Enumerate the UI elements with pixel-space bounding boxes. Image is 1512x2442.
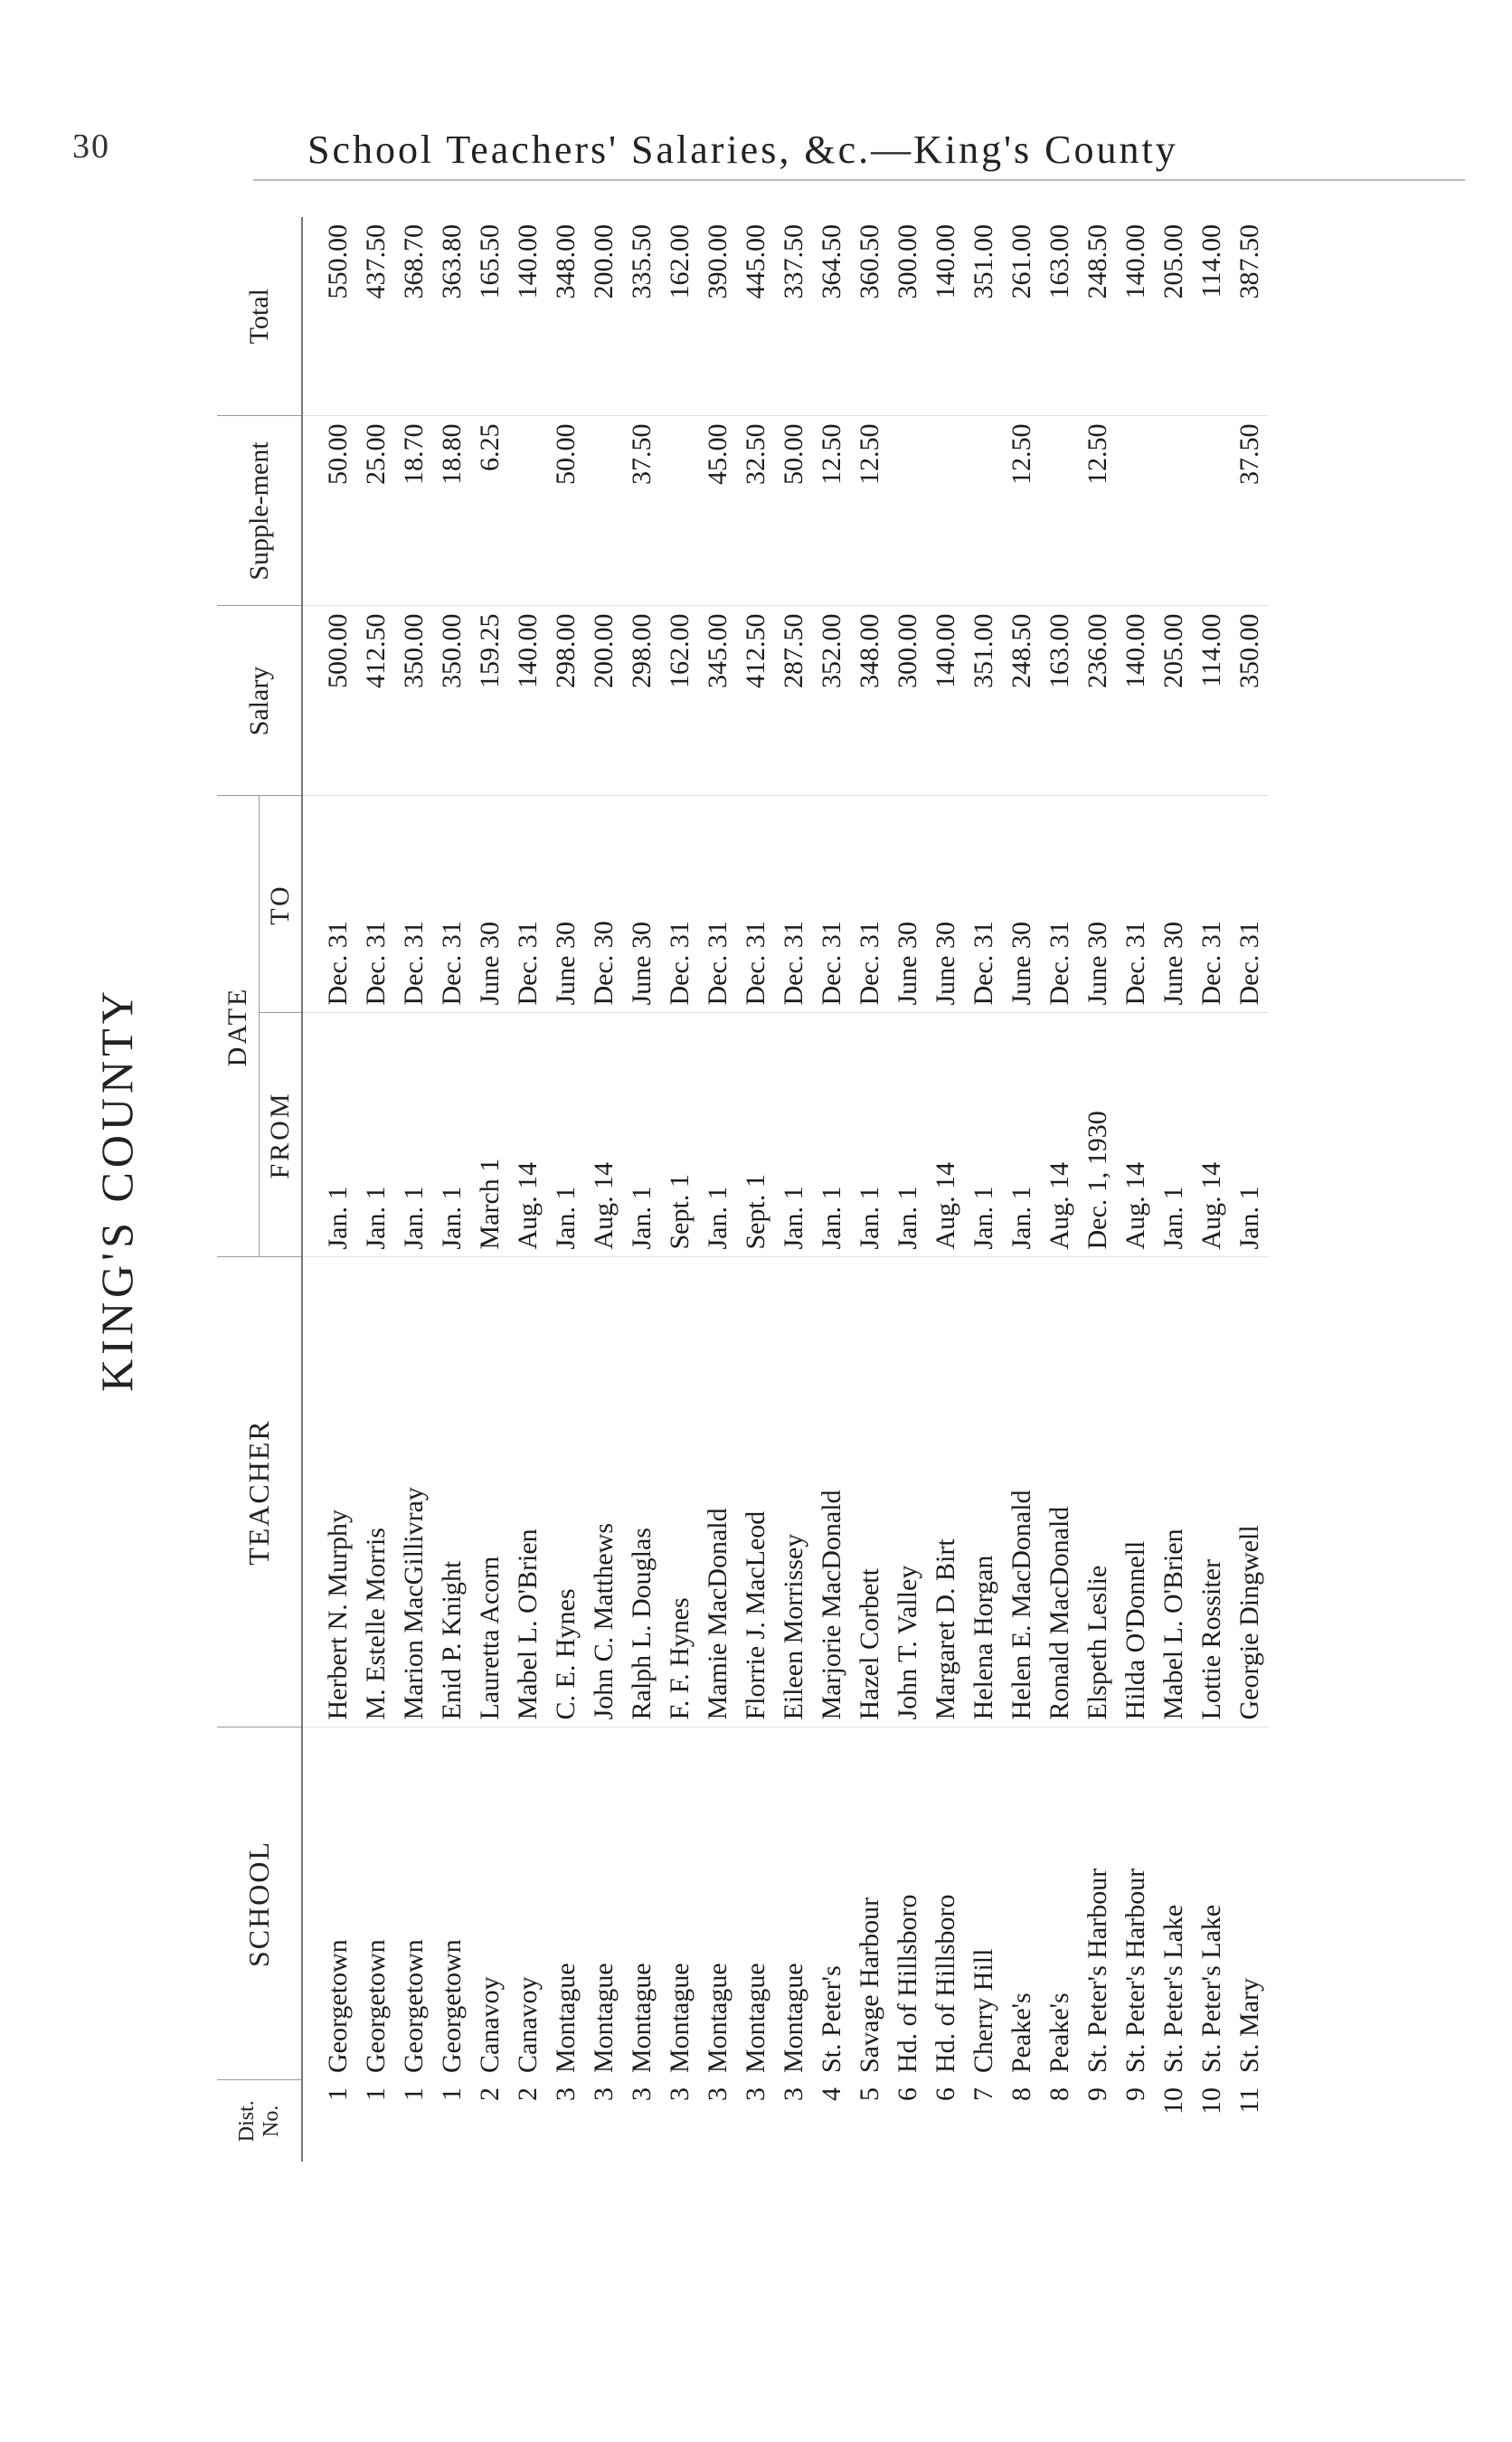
cell-to: June 30 bbox=[889, 796, 927, 1013]
table-row bbox=[357, 217, 395, 2162]
cell-to: Dec. 31 bbox=[1041, 796, 1079, 1013]
cell-teacher: M. Estelle Morris bbox=[357, 1257, 395, 1727]
cell-teacher: Florrie J. MacLeod bbox=[737, 1257, 775, 1727]
cell-school: Montague bbox=[737, 1727, 775, 2080]
table-row bbox=[433, 217, 471, 2162]
cell-dist: 3 bbox=[589, 2087, 619, 2101]
cell-salary: 114.00 bbox=[1193, 606, 1231, 796]
cell-total: 445.00 bbox=[741, 224, 770, 299]
cell-school: St. Peter's Harbour bbox=[1079, 1727, 1117, 2080]
header-from: FROM bbox=[260, 1013, 303, 1257]
cell-school: Montague bbox=[775, 1727, 813, 2080]
cell-to: Dec. 31 bbox=[661, 796, 699, 1013]
rotated-table-block bbox=[81, 217, 1338, 2162]
header-teacher: TEACHER bbox=[217, 1257, 302, 1727]
cell-from: Jan. 1 bbox=[302, 1013, 357, 1257]
cell-teacher: Hazel Corbett bbox=[851, 1257, 889, 1727]
cell-to: June 30 bbox=[1155, 796, 1193, 1013]
cell-total: 337.50 bbox=[779, 224, 808, 299]
cell-from: Sept. 1 bbox=[661, 1013, 699, 1257]
cell-from: Aug. 14 bbox=[509, 1013, 547, 1257]
cell-salary: 200.00 bbox=[585, 606, 623, 796]
cell-total: 360.50 bbox=[855, 224, 884, 299]
cell-supplement bbox=[1041, 416, 1079, 606]
cell-from: Jan. 1 bbox=[813, 1013, 851, 1257]
cell-salary: 350.00 bbox=[433, 606, 471, 796]
table-row bbox=[1003, 217, 1041, 2162]
table-row bbox=[1117, 217, 1155, 2162]
table-row bbox=[661, 217, 699, 2162]
cell-supplement: 12.50 bbox=[1079, 416, 1117, 606]
header-salary: Salary bbox=[217, 606, 302, 796]
cell-salary: 140.00 bbox=[509, 606, 547, 796]
cell-supplement bbox=[927, 416, 965, 606]
cell-dist: 1 bbox=[323, 2087, 353, 2101]
cell-total: 140.00 bbox=[931, 224, 960, 299]
cell-to: June 30 bbox=[471, 796, 509, 1013]
cell-from: Jan. 1 bbox=[699, 1013, 737, 1257]
cell-dist: 9 bbox=[1120, 2087, 1150, 2101]
cell-teacher: Georgie Dingwell bbox=[1231, 1257, 1269, 1727]
cell-salary: 248.50 bbox=[1003, 606, 1041, 796]
cell-dist: 3 bbox=[703, 2087, 732, 2101]
cell-from: Sept. 1 bbox=[737, 1013, 775, 1257]
cell-dist: 1 bbox=[361, 2087, 391, 2101]
table-row bbox=[1231, 217, 1269, 2162]
table-row bbox=[1079, 217, 1117, 2162]
cell-teacher: John T. Valley bbox=[889, 1257, 927, 1727]
page-header bbox=[54, 127, 1465, 181]
cell-school: Canavoy bbox=[509, 1727, 547, 2080]
cell-total: 390.00 bbox=[703, 224, 732, 299]
table-row bbox=[1155, 217, 1193, 2162]
cell-teacher: C. E. Hynes bbox=[547, 1257, 585, 1727]
cell-supplement: 50.00 bbox=[775, 416, 813, 606]
cell-from: Jan. 1 bbox=[1231, 1013, 1269, 1257]
cell-salary: 162.00 bbox=[661, 606, 699, 796]
header-school: SCHOOL bbox=[217, 1727, 302, 2080]
cell-school: St. Peter's Lake bbox=[1193, 1727, 1231, 2080]
cell-from: Jan. 1 bbox=[623, 1013, 661, 1257]
cell-school: St. Peter's Harbour bbox=[1117, 1727, 1155, 2080]
cell-dist: 6 bbox=[931, 2087, 960, 2101]
cell-supplement: 32.50 bbox=[737, 416, 775, 606]
cell-dist: 3 bbox=[627, 2087, 657, 2101]
cell-to: Dec. 31 bbox=[302, 796, 357, 1013]
running-head: School Teachers' Salaries, &c.—King's County bbox=[307, 128, 1178, 172]
cell-teacher: Mabel L. O'Brien bbox=[509, 1257, 547, 1727]
cell-dist: 3 bbox=[779, 2087, 808, 2101]
cell-supplement bbox=[661, 416, 699, 606]
cell-from: Jan. 1 bbox=[433, 1013, 471, 1257]
cell-dist: 4 bbox=[817, 2087, 846, 2101]
cell-salary: 236.00 bbox=[1079, 606, 1117, 796]
cell-total: 163.00 bbox=[1044, 224, 1074, 299]
cell-to: Dec. 31 bbox=[1193, 796, 1231, 1013]
cell-teacher: Eileen Morrissey bbox=[775, 1257, 813, 1727]
cell-total: 140.00 bbox=[513, 224, 543, 299]
cell-dist: 6 bbox=[893, 2087, 922, 2101]
cell-teacher: F. F. Hynes bbox=[661, 1257, 699, 1727]
cell-from: Jan. 1 bbox=[775, 1013, 813, 1257]
cell-total: 248.50 bbox=[1082, 224, 1112, 299]
cell-school: Hd. of Hillsboro bbox=[927, 1727, 965, 2080]
cell-teacher: Enid P. Knight bbox=[433, 1257, 471, 1727]
cell-dist: 3 bbox=[665, 2087, 695, 2101]
table-row bbox=[813, 217, 851, 2162]
cell-to: June 30 bbox=[927, 796, 965, 1013]
cell-school: St. Mary bbox=[1231, 1727, 1269, 2080]
cell-salary: 298.00 bbox=[547, 606, 585, 796]
cell-salary: 287.50 bbox=[775, 606, 813, 796]
cell-salary: 352.00 bbox=[813, 606, 851, 796]
cell-from: Jan. 1 bbox=[851, 1013, 889, 1257]
cell-supplement: 50.00 bbox=[547, 416, 585, 606]
cell-salary: 350.00 bbox=[395, 606, 433, 796]
table-row bbox=[1193, 217, 1231, 2162]
cell-school: St. Peter's bbox=[813, 1727, 851, 2080]
cell-from: March 1 bbox=[471, 1013, 509, 1257]
cell-total: 550.00 bbox=[323, 224, 353, 299]
cell-school: Peake's bbox=[1003, 1727, 1041, 2080]
cell-supplement: 37.50 bbox=[623, 416, 661, 606]
cell-salary: 163.00 bbox=[1041, 606, 1079, 796]
table-row bbox=[471, 217, 509, 2162]
cell-from: Aug. 14 bbox=[1193, 1013, 1231, 1257]
cell-to: Dec. 31 bbox=[1117, 796, 1155, 1013]
cell-school: Montague bbox=[547, 1727, 585, 2080]
cell-total: 200.00 bbox=[589, 224, 619, 299]
cell-teacher: Mabel L. O'Brien bbox=[1155, 1257, 1193, 1727]
cell-school: Georgetown bbox=[357, 1727, 395, 2080]
cell-from: Aug. 14 bbox=[585, 1013, 623, 1257]
cell-dist: 8 bbox=[1006, 2087, 1036, 2101]
cell-supplement: 6.25 bbox=[471, 416, 509, 606]
cell-from: Jan. 1 bbox=[395, 1013, 433, 1257]
header-to: TO bbox=[260, 796, 303, 1013]
table-row bbox=[965, 217, 1003, 2162]
cell-school: Peake's bbox=[1041, 1727, 1079, 2080]
cell-supplement: 12.50 bbox=[1003, 416, 1041, 606]
cell-teacher: Elspeth Leslie bbox=[1079, 1257, 1117, 1727]
cell-salary: 351.00 bbox=[965, 606, 1003, 796]
cell-to: Dec. 31 bbox=[699, 796, 737, 1013]
cell-salary: 298.00 bbox=[623, 606, 661, 796]
cell-salary: 412.50 bbox=[357, 606, 395, 796]
cell-from: Jan. 1 bbox=[547, 1013, 585, 1257]
cell-to: Dec. 31 bbox=[1231, 796, 1269, 1013]
cell-salary: 300.00 bbox=[889, 606, 927, 796]
cell-salary: 350.00 bbox=[1231, 606, 1269, 796]
header-supplement: Supple-ment bbox=[217, 416, 302, 606]
table-row bbox=[302, 217, 357, 2162]
county-title: KING'S COUNTY bbox=[91, 987, 142, 1392]
cell-to: Dec. 31 bbox=[813, 796, 851, 1013]
table-row bbox=[775, 217, 813, 2162]
cell-supplement: 37.50 bbox=[1231, 416, 1269, 606]
cell-to: June 30 bbox=[1079, 796, 1117, 1013]
cell-dist: 7 bbox=[969, 2087, 998, 2101]
cell-to: June 30 bbox=[623, 796, 661, 1013]
table-row bbox=[623, 217, 661, 2162]
table-row bbox=[851, 217, 889, 2162]
cell-dist: 1 bbox=[437, 2087, 467, 2101]
cell-salary: 500.00 bbox=[302, 606, 357, 796]
cell-school: Georgetown bbox=[302, 1727, 357, 2080]
cell-from: Dec. 1, 1930 bbox=[1079, 1013, 1117, 1257]
cell-supplement bbox=[889, 416, 927, 606]
cell-school: Georgetown bbox=[433, 1727, 471, 2080]
cell-total: 114.00 bbox=[1196, 224, 1226, 298]
table-row bbox=[1041, 217, 1079, 2162]
cell-total: 368.70 bbox=[399, 224, 429, 299]
cell-supplement bbox=[585, 416, 623, 606]
cell-teacher: Helena Horgan bbox=[965, 1257, 1003, 1727]
cell-to: Dec. 31 bbox=[433, 796, 471, 1013]
header-total: Total bbox=[217, 217, 302, 416]
cell-total: 300.00 bbox=[893, 224, 922, 299]
cell-teacher: Herbert N. Murphy bbox=[302, 1257, 357, 1727]
cell-supplement bbox=[1193, 416, 1231, 606]
cell-from: Aug. 14 bbox=[1117, 1013, 1155, 1257]
cell-total: 335.50 bbox=[627, 224, 657, 299]
cell-to: Dec. 31 bbox=[851, 796, 889, 1013]
table-row bbox=[737, 217, 775, 2162]
header-dist-no: Dist. No. bbox=[217, 2080, 302, 2162]
cell-supplement bbox=[1117, 416, 1155, 606]
cell-supplement bbox=[965, 416, 1003, 606]
header-date: DATE bbox=[217, 796, 260, 1257]
cell-dist: 5 bbox=[855, 2087, 884, 2101]
cell-school: Georgetown bbox=[395, 1727, 433, 2080]
cell-teacher: Marjorie MacDonald bbox=[813, 1257, 851, 1727]
cell-dist: 2 bbox=[513, 2087, 543, 2101]
cell-school: Montague bbox=[661, 1727, 699, 2080]
cell-school: Montague bbox=[585, 1727, 623, 2080]
cell-to: June 30 bbox=[547, 796, 585, 1013]
cell-salary: 348.00 bbox=[851, 606, 889, 796]
cell-supplement: 50.00 bbox=[302, 416, 357, 606]
cell-dist: 1 bbox=[399, 2087, 429, 2101]
table-row bbox=[699, 217, 737, 2162]
cell-total: 387.50 bbox=[1234, 224, 1264, 299]
cell-to: Dec. 31 bbox=[775, 796, 813, 1013]
cell-total: 437.50 bbox=[361, 224, 391, 299]
header-rule bbox=[253, 179, 1465, 181]
cell-from: Jan. 1 bbox=[1155, 1013, 1193, 1257]
cell-total: 165.50 bbox=[475, 224, 505, 299]
cell-total: 261.00 bbox=[1006, 224, 1036, 299]
table-row bbox=[395, 217, 433, 2162]
cell-salary: 140.00 bbox=[927, 606, 965, 796]
cell-teacher: Hilda O'Donnell bbox=[1117, 1257, 1155, 1727]
cell-salary: 412.50 bbox=[737, 606, 775, 796]
cell-to: Dec. 31 bbox=[357, 796, 395, 1013]
cell-supplement bbox=[1155, 416, 1193, 606]
cell-school: Canavoy bbox=[471, 1727, 509, 2080]
cell-to: Dec. 31 bbox=[737, 796, 775, 1013]
cell-from: Aug. 14 bbox=[1041, 1013, 1079, 1257]
header-row bbox=[217, 217, 260, 2162]
cell-teacher: Helen E. MacDonald bbox=[1003, 1257, 1041, 1727]
cell-school: Montague bbox=[699, 1727, 737, 2080]
cell-school: St. Peter's Lake bbox=[1155, 1727, 1193, 2080]
cell-teacher: John C. Matthews bbox=[585, 1257, 623, 1727]
cell-supplement: 12.50 bbox=[813, 416, 851, 606]
page-number: 30 bbox=[72, 128, 110, 166]
cell-to: June 30 bbox=[1003, 796, 1041, 1013]
cell-school: Hd. of Hillsboro bbox=[889, 1727, 927, 2080]
cell-to: Dec. 31 bbox=[509, 796, 547, 1013]
cell-total: 348.00 bbox=[551, 224, 581, 299]
cell-dist: 2 bbox=[475, 2087, 505, 2101]
cell-from: Jan. 1 bbox=[889, 1013, 927, 1257]
cell-teacher: Ronald MacDonald bbox=[1041, 1257, 1079, 1727]
cell-teacher: Ralph L. Douglas bbox=[623, 1257, 661, 1727]
cell-to: Dec. 31 bbox=[395, 796, 433, 1013]
cell-school: Montague bbox=[623, 1727, 661, 2080]
cell-dist: 11 bbox=[1234, 2087, 1264, 2114]
table-row bbox=[547, 217, 585, 2162]
cell-total: 140.00 bbox=[1120, 224, 1150, 299]
cell-dist: 10 bbox=[1158, 2087, 1188, 2115]
cell-total: 205.00 bbox=[1158, 224, 1188, 299]
salary-table bbox=[217, 217, 1269, 2162]
cell-from: Jan. 1 bbox=[965, 1013, 1003, 1257]
cell-supplement: 12.50 bbox=[851, 416, 889, 606]
cell-dist: 3 bbox=[551, 2087, 581, 2101]
cell-teacher: Mamie MacDonald bbox=[699, 1257, 737, 1727]
cell-from: Jan. 1 bbox=[1003, 1013, 1041, 1257]
cell-to: Dec. 31 bbox=[965, 796, 1003, 1013]
cell-salary: 345.00 bbox=[699, 606, 737, 796]
cell-dist: 10 bbox=[1196, 2087, 1226, 2115]
cell-from: Aug. 14 bbox=[927, 1013, 965, 1257]
cell-dist: 9 bbox=[1082, 2087, 1112, 2101]
cell-dist: 3 bbox=[741, 2087, 770, 2101]
cell-total: 351.00 bbox=[969, 224, 998, 299]
cell-total: 363.80 bbox=[437, 224, 467, 299]
table-body bbox=[302, 217, 1269, 2162]
table-row bbox=[585, 217, 623, 2162]
cell-school: Cherry Hill bbox=[965, 1727, 1003, 2080]
cell-teacher: Marion MacGillivray bbox=[395, 1257, 433, 1727]
cell-supplement: 18.80 bbox=[433, 416, 471, 606]
cell-to: Dec. 30 bbox=[585, 796, 623, 1013]
table-row bbox=[927, 217, 965, 2162]
cell-salary: 205.00 bbox=[1155, 606, 1193, 796]
cell-teacher: Margaret D. Birt bbox=[927, 1257, 965, 1727]
cell-total: 162.00 bbox=[665, 224, 695, 299]
table-row bbox=[509, 217, 547, 2162]
cell-salary: 140.00 bbox=[1117, 606, 1155, 796]
cell-teacher: Lottie Rossiter bbox=[1193, 1257, 1231, 1727]
cell-dist: 8 bbox=[1044, 2087, 1074, 2101]
cell-supplement: 45.00 bbox=[699, 416, 737, 606]
cell-supplement: 18.70 bbox=[395, 416, 433, 606]
cell-from: Jan. 1 bbox=[357, 1013, 395, 1257]
cell-supplement: 25.00 bbox=[357, 416, 395, 606]
table-row bbox=[889, 217, 927, 2162]
cell-total: 364.50 bbox=[817, 224, 846, 299]
cell-teacher: Lauretta Acorn bbox=[471, 1257, 509, 1727]
cell-supplement bbox=[509, 416, 547, 606]
cell-salary: 159.25 bbox=[471, 606, 509, 796]
cell-school: Savage Harbour bbox=[851, 1727, 889, 2080]
